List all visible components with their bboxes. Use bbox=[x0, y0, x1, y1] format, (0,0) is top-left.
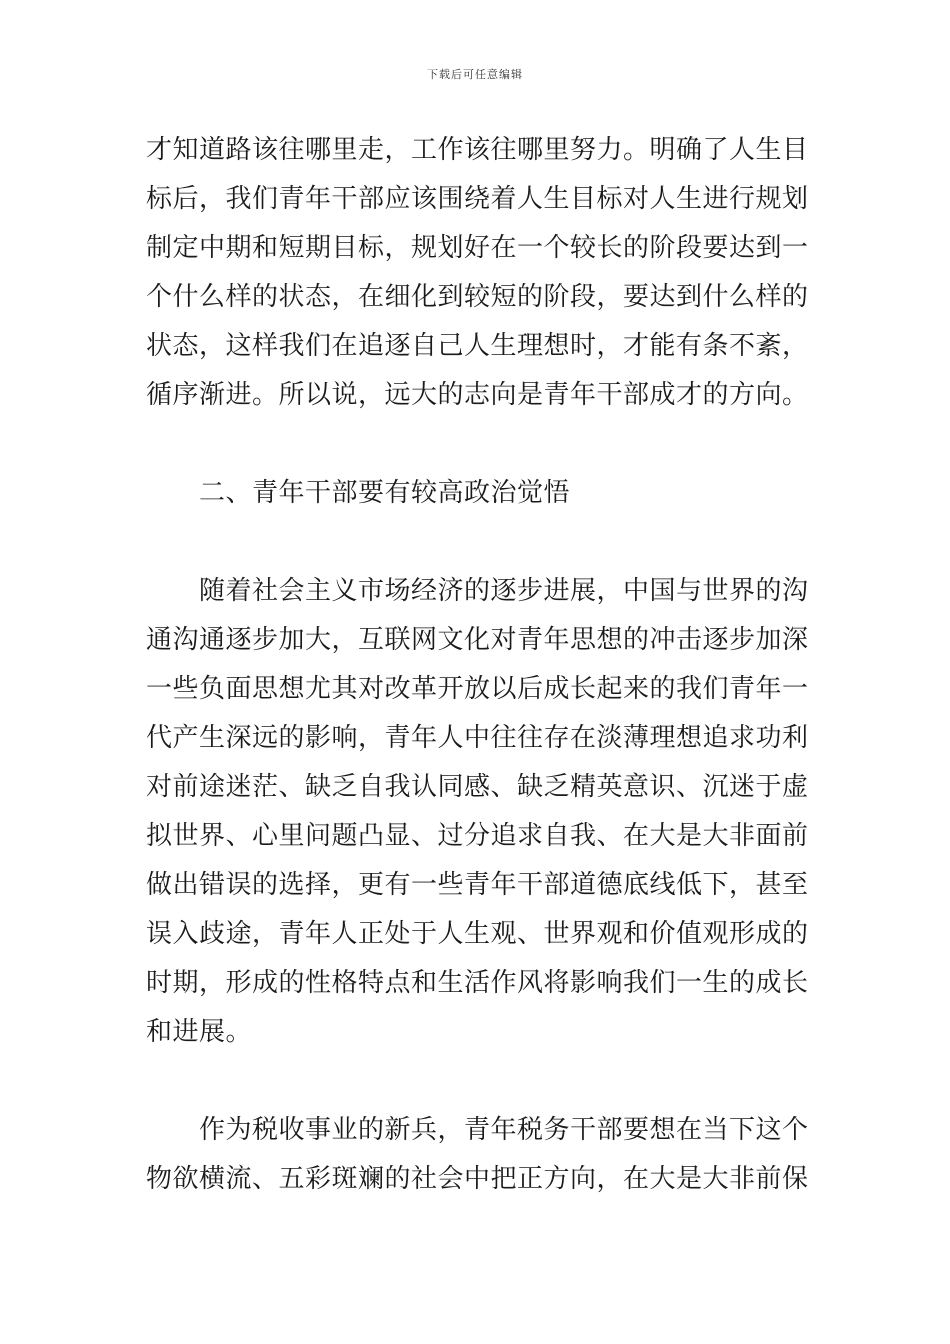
text-line: 随着社会主义市场经济的逐步进展，中国与世界的沟 bbox=[146, 576, 809, 606]
text-line: 通沟通逐步加大，互联网文化对青年思想的冲击逐步加深 bbox=[146, 625, 809, 655]
paragraph-3 bbox=[146, 1106, 809, 1204]
text-line: 拟世界、心里问题凸显、过分追求自我、在大是大非面前 bbox=[146, 821, 809, 851]
section-heading: 二、青年干部要有较高政治觉悟 bbox=[146, 478, 571, 508]
paragraph-1 bbox=[146, 126, 809, 420]
text-line: 误入歧途，青年人正处于人生观、世界观和价值观形成的 bbox=[146, 919, 809, 949]
text-line: 做出错误的选择，更有一些青年干部道德底线低下，甚至 bbox=[146, 870, 809, 900]
text-line: 时期，形成的性格特点和生活作风将影响我们一生的成长 bbox=[146, 968, 809, 998]
text-line: 对前途迷茫、缺乏自我认同感、缺乏精英意识、沉迷于虚 bbox=[146, 772, 809, 802]
text-line: 才知道路该往哪里走，工作该往哪里努力。明确了人生目 bbox=[146, 135, 809, 165]
paragraph-2 bbox=[146, 567, 809, 1057]
document-body bbox=[146, 126, 809, 1204]
text-line: 代产生深远的影响，青年人中往往存在淡薄理想追求功利 bbox=[146, 723, 809, 753]
text-line: 循序渐进。所以说，远大的志向是青年干部成才的方向。 bbox=[146, 380, 809, 410]
text-line: 制定中期和短期目标，规划好在一个较长的阶段要达到一 bbox=[146, 233, 809, 263]
text-line: 物欲横流、五彩斑斓的社会中把正方向，在大是大非前保 bbox=[146, 1164, 809, 1194]
text-line: 个什么样的状态，在细化到较短的阶段，要达到什么样的 bbox=[146, 282, 809, 312]
text-line: 标后，我们青年干部应该围绕着人生目标对人生进行规划 bbox=[146, 184, 809, 214]
page-header: 下载后可任意编辑 bbox=[427, 68, 523, 81]
text-line: 作为税收事业的新兵，青年税务干部要想在当下这个 bbox=[146, 1115, 809, 1145]
text-line: 状态，这样我们在追逐自己人生理想时，才能有条不紊， bbox=[146, 331, 809, 361]
text-line: 一些负面思想尤其对改革开放以后成长起来的我们青年一 bbox=[146, 674, 809, 704]
text-line: 和进展。 bbox=[146, 1017, 253, 1047]
